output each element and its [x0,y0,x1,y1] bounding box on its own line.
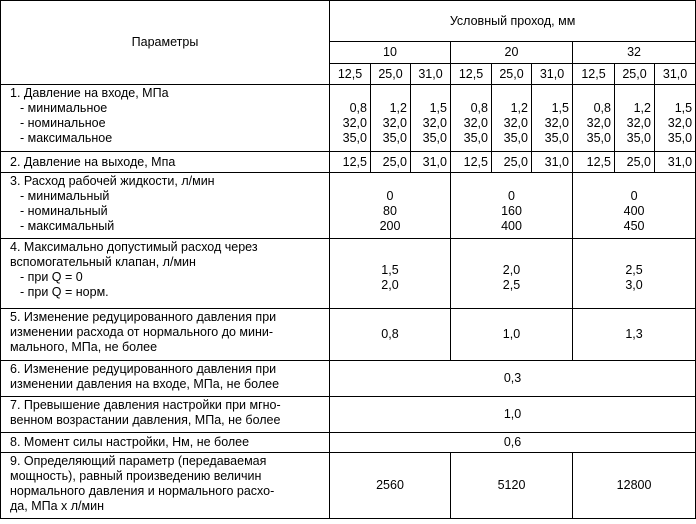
header-pressure: 31,0 [411,64,451,85]
value-cell: 1,5 32,0 35,0 [532,85,573,152]
row-label: 7. Превышение давления настройки при мгно- венном возрастании давления, МПа, не более [1,397,330,433]
value-cell: 12,5 [573,152,615,173]
value-cell: 31,0 [655,152,696,173]
value-cell: 0,6 [330,433,696,453]
value-cell: 0,8 [330,309,451,361]
header-params: Параметры [131,35,199,49]
table-row [1,85,696,152]
value-cell: 1,2 32,0 35,0 [492,85,532,152]
header-pressure: 25,0 [492,64,532,85]
row-label: 3. Расход рабочей жидкости, л/мин - минимальный - номинальный - максимальный [1,173,330,239]
value-cell: 0 400 450 [573,173,696,239]
value-cell: 1,2 32,0 35,0 [371,85,411,152]
value-cell: 1,3 [573,309,696,361]
value-cell: 1,5 32,0 35,0 [411,85,451,152]
row-label: 1. Давление на входе, МПа - минимальное - номинальное - максимальное [1,85,330,152]
header-diameter: 10 [330,42,451,64]
table-row [1,361,696,397]
value-cell: 1,0 [330,397,696,433]
value-cell: 0,8 32,0 35,0 [330,85,371,152]
value-cell: 25,0 [371,152,411,173]
table-row [1,397,696,433]
value-cell: 2560 [330,453,451,519]
header-diameter: 20 [451,42,573,64]
value-cell: 2,0 2,5 [451,239,573,309]
header-pressure: 25,0 [371,64,411,85]
header-pressure: 25,0 [615,64,655,85]
value-cell: 12800 [573,453,696,519]
header-pressure: 12,5 [330,64,371,85]
row-label: 4. Максимально допустимый расход через вспомогательный клапан, л/мин - при Q = 0 - при Q = норм. [1,239,330,309]
value-cell: 31,0 [532,152,573,173]
header-pressure: 31,0 [532,64,573,85]
value-cell: 1,5 2,0 [330,239,451,309]
header-conditional-passage: Условный проход, мм [330,1,696,42]
value-cell: 25,0 [615,152,655,173]
value-cell: 12,5 [451,152,492,173]
value-cell: 1,2 32,0 35,0 [615,85,655,152]
value-cell: 31,0 [411,152,451,173]
value-cell: 2,5 3,0 [573,239,696,309]
table-row [1,433,696,453]
value-cell: 0,8 32,0 35,0 [451,85,492,152]
row-label: 9. Определяющий параметр (передаваемая мощность), равный произведению величин нормального давления и нормального расхо- да, МПа х л/мин [1,453,330,519]
value-cell: 0,8 32,0 35,0 [573,85,615,152]
header-pressure: 12,5 [451,64,492,85]
value-cell: 0 80 200 [330,173,451,239]
header-params-cell [1,1,330,85]
row-label: 5. Изменение редуцированного давления при изменении расхода от нормального до мини- мального, МПа, не более [1,309,330,361]
row-label: 6. Изменение редуцированного давления при изменении давления на входе, МПа, не более [1,361,330,397]
value-cell: 1,0 [451,309,573,361]
table-row [1,173,696,239]
table-row [1,453,696,519]
header-pressure: 12,5 [573,64,615,85]
value-cell: 0 160 400 [451,173,573,239]
value-cell: 1,5 32,0 35,0 [655,85,696,152]
table-row [1,239,696,309]
header-diameter: 32 [573,42,696,64]
table-row [1,309,696,361]
value-cell: 0,3 [330,361,696,397]
value-cell: 5120 [451,453,573,519]
row-label: 2. Давление на выходе, Мпа [1,152,330,173]
row-label: 8. Момент силы настройки, Нм, не более [1,433,330,453]
table-row [1,152,696,173]
value-cell: 25,0 [492,152,532,173]
value-cell: 12,5 [330,152,371,173]
header-pressure: 31,0 [655,64,696,85]
